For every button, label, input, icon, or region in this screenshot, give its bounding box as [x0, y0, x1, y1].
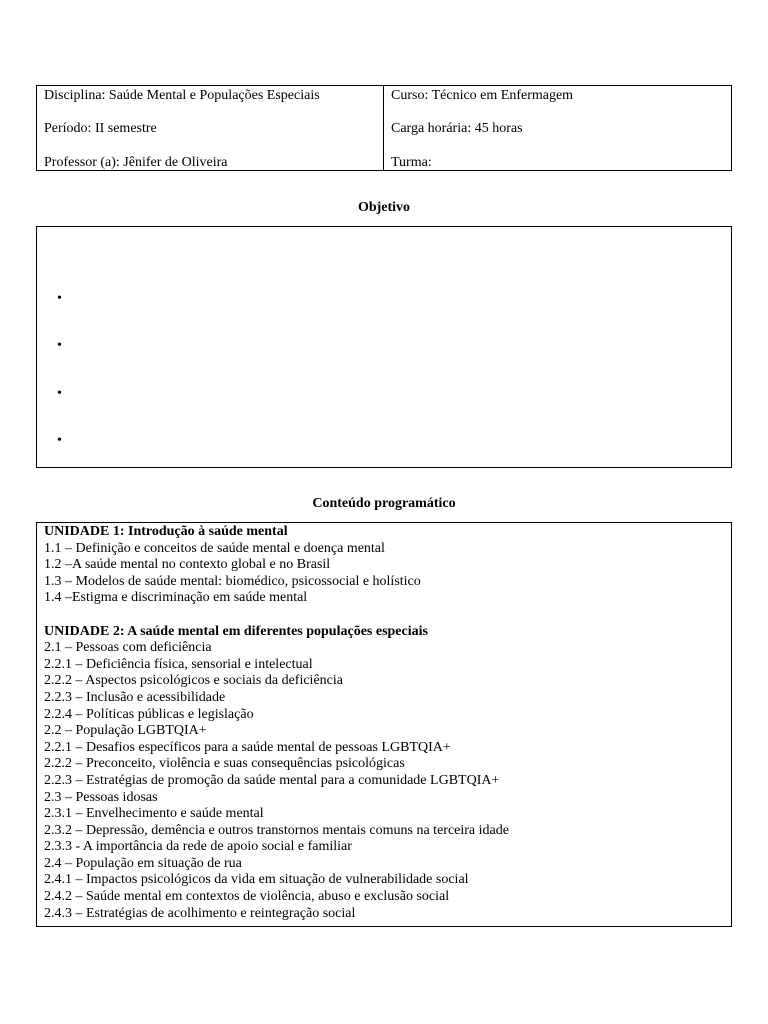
course-info-right-column: [384, 86, 731, 170]
period-label: Período: II semestre: [44, 121, 157, 136]
content-item: 2.2.1 – Desafios específicos para a saúde mental de pessoas LGBTQIA+: [44, 739, 451, 755]
content-item: 1.4 –Estigma e discriminação em saúde mental: [44, 590, 308, 606]
content-box: [36, 522, 732, 927]
course-info-left-column: [37, 86, 384, 170]
content-item: 2.2.1 – Deficiência física, sensorial e intelectual: [44, 656, 313, 672]
objective-box: [36, 226, 732, 468]
content-item: 2.2.2 – Aspectos psicológicos e sociais da deficiência: [44, 673, 343, 689]
objective-bullet: •: [57, 433, 62, 448]
content-item: 1.2 –A saúde mental no contexto global e no Brasil: [44, 557, 331, 573]
content-item: 2.4 – População em situação de rua: [44, 855, 242, 871]
objective-bullet: •: [57, 338, 62, 353]
content-item: 1.3 – Modelos de saúde mental: biomédico, psicossocial e holístico: [44, 573, 421, 589]
content-item: 2.2.2 – Preconceito, violência e suas consequências psicológicas: [44, 756, 405, 772]
content-item: 2.2 – População LGBTQIA+: [44, 723, 207, 739]
content-item: 2.4.2 – Saúde mental em contextos de violência, abuso e exclusão social: [44, 889, 450, 905]
course-info-table: [36, 85, 732, 171]
content-spacer: [44, 607, 731, 624]
unit-1-heading: UNIDADE 1: Introdução à saúde mental: [44, 524, 288, 539]
content-item: 2.4.1 – Impactos psicológicos da vida em situação de vulnerabilidade social: [44, 872, 469, 888]
objective-bullet: •: [57, 291, 62, 306]
content-item: 2.2.3 – Inclusão e acessibilidade: [44, 689, 226, 705]
professor-label: Professor (a): Jênifer de Oliveira: [44, 155, 228, 170]
content-item: 2.3 – Pessoas idosas: [44, 789, 158, 805]
content-item: 2.3.2 – Depressão, demência e outros transtornos mentais comuns na terceira idade: [44, 822, 509, 838]
discipline-label: Disciplina: Saúde Mental e Populações Especiais: [44, 88, 320, 103]
content-item: 2.3.1 – Envelhecimento e saúde mental: [44, 806, 264, 822]
objective-bullet: •: [57, 386, 62, 401]
objective-title: Objetivo: [357, 200, 411, 215]
content-item: 2.2.3 – Estratégias de promoção da saúde mental para a comunidade LGBTQIA+: [44, 772, 500, 788]
class-label: Turma:: [391, 155, 432, 170]
course-label: Curso: Técnico em Enfermagem: [391, 88, 574, 103]
content-item: 1.1 – Definição e conceitos de saúde mental e doença mental: [44, 540, 385, 556]
workload-label: Carga horária: 45 horas: [391, 121, 523, 136]
content-title: Conteúdo programático: [312, 496, 456, 511]
content-item: 2.4.3 – Estratégias de acolhimento e reintegração social: [44, 905, 356, 921]
content-item: 2.2.4 – Políticas públicas e legislação: [44, 706, 254, 722]
unit-2-heading: UNIDADE 2: A saúde mental em diferentes populações especiais: [44, 623, 428, 639]
content-item: 2.1 – Pessoas com deficiência: [44, 640, 212, 656]
content-item: 2.3.3 - A importância da rede de apoio social e familiar: [44, 839, 352, 855]
